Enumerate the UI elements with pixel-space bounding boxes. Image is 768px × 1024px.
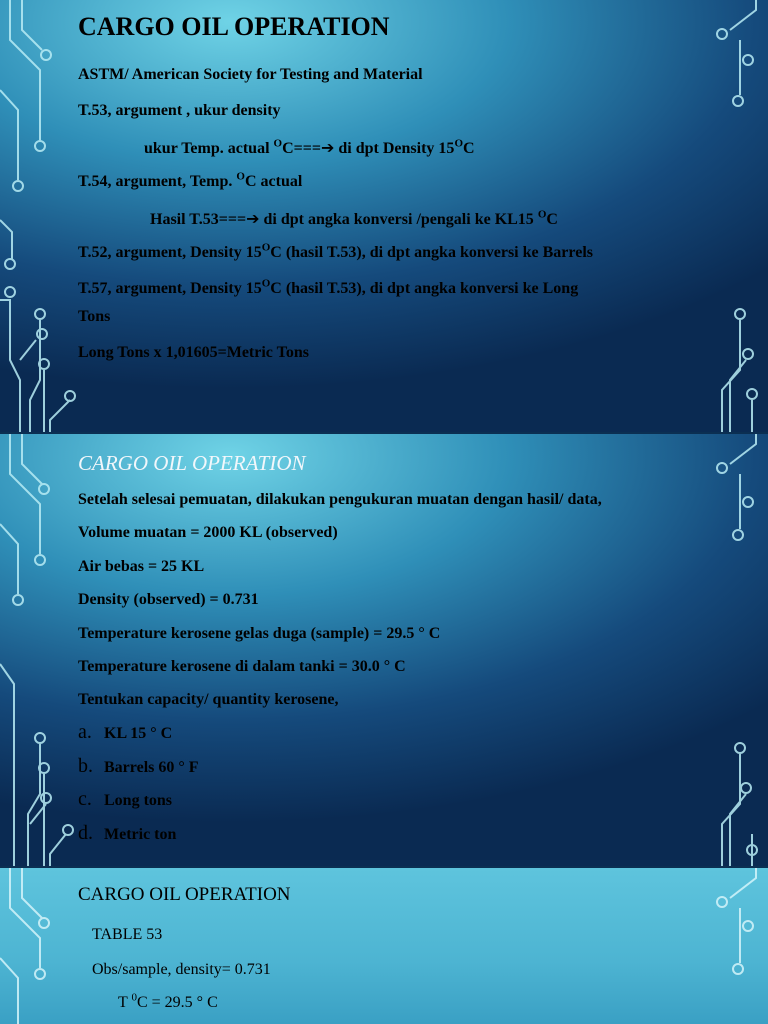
degree-symbol: O: [454, 137, 463, 150]
slide1-l3b: C===: [282, 140, 321, 157]
slide1-l4a: T.54, argument, Temp.: [78, 173, 237, 190]
list-marker: d.: [78, 822, 93, 844]
slide2-line: Volume muatan = 2000 KL (observed): [78, 524, 338, 541]
slide1-l5b: di dpt angka konversi /pengali ke KL15: [259, 211, 538, 228]
slide1-line-astm: ASTM/ American Society for Testing and Material: [78, 66, 423, 83]
slide1-l3d: C: [463, 140, 475, 157]
slide1-line-temp: [144, 138, 475, 158]
slide1-l3c: di dpt Density 15: [334, 140, 455, 157]
slide1-l3a: ukur Temp. actual: [144, 140, 274, 157]
slide1-l6b: C (hasil T.53), di dpt angka konversi ke Barrels: [270, 244, 593, 261]
degree-symbol: 0: [131, 991, 137, 1004]
list-text: Long tons: [104, 792, 173, 809]
slide1-line-t52: [78, 241, 593, 262]
slide1-line-t57-cont: Tons: [78, 308, 111, 325]
list-text: KL 15 ° C: [104, 725, 173, 742]
slide1-line-hasil: [150, 209, 558, 229]
degree-symbol: O: [261, 241, 271, 254]
degree-symbol: O: [273, 137, 283, 150]
slide1-l7a: T.57, argument, Density 15: [78, 280, 262, 297]
slide1-line-longtons: Long Tons x 1,01605=Metric Tons: [78, 344, 309, 361]
slide1-l4b: C actual: [244, 173, 303, 190]
degree-symbol: O: [537, 208, 547, 221]
slide3-line-table: TABLE 53: [92, 926, 163, 943]
list-marker: a.: [78, 721, 92, 743]
list-marker: c.: [78, 788, 92, 810]
slide3-line-temp: [118, 991, 218, 1012]
slide1-l7b: C (hasil T.53), di dpt angka konversi ke Long: [270, 280, 579, 297]
slide2-line: Temperature kerosene di dalam tanki = 30.0 ° C: [78, 658, 406, 675]
slide1-l5c: C: [546, 211, 558, 228]
slide2-line: Temperature kerosene gelas duga (sample) = 29.5 ° C: [78, 625, 441, 642]
slide1-l6a: T.52, argument, Density 15: [78, 244, 262, 261]
slide2-line: Air bebas = 25 KL: [78, 558, 205, 575]
slide3-line-density: Obs/sample, density= 0.731: [92, 961, 271, 978]
slide2-line: Density (observed) = 0.731: [78, 591, 259, 608]
slide3-l3a: T: [118, 994, 132, 1011]
slide1-line-t54: [78, 170, 303, 191]
arrow-icon: ➔: [246, 209, 260, 228]
degree-symbol: O: [236, 170, 245, 183]
slide1-title: CARGO OIL OPERATION: [78, 12, 390, 41]
arrow-icon: ➔: [321, 138, 335, 157]
slide3-l3b: C = 29.5 ° C: [136, 994, 218, 1011]
slide1-l5a: Hasil T.53===: [150, 211, 247, 228]
slide2-title: CARGO OIL OPERATION: [78, 451, 306, 475]
slide3-title: CARGO OIL OPERATION: [78, 884, 291, 905]
list-text: Metric ton: [104, 826, 177, 843]
slide1-line-t53: T.53, argument , ukur density: [78, 102, 281, 119]
degree-symbol: O: [261, 277, 271, 290]
slide2-line: Tentukan capacity/ quantity kerosene,: [78, 691, 339, 708]
slide-1: [0, 0, 768, 432]
slide1-line-t57: [78, 277, 579, 298]
list-text: Barrels 60 ° F: [104, 759, 199, 776]
list-marker: b.: [78, 755, 93, 777]
slide2-line: Setelah selesai pemuatan, dilakukan pengukuran muatan dengan hasil/ data,: [78, 491, 602, 508]
